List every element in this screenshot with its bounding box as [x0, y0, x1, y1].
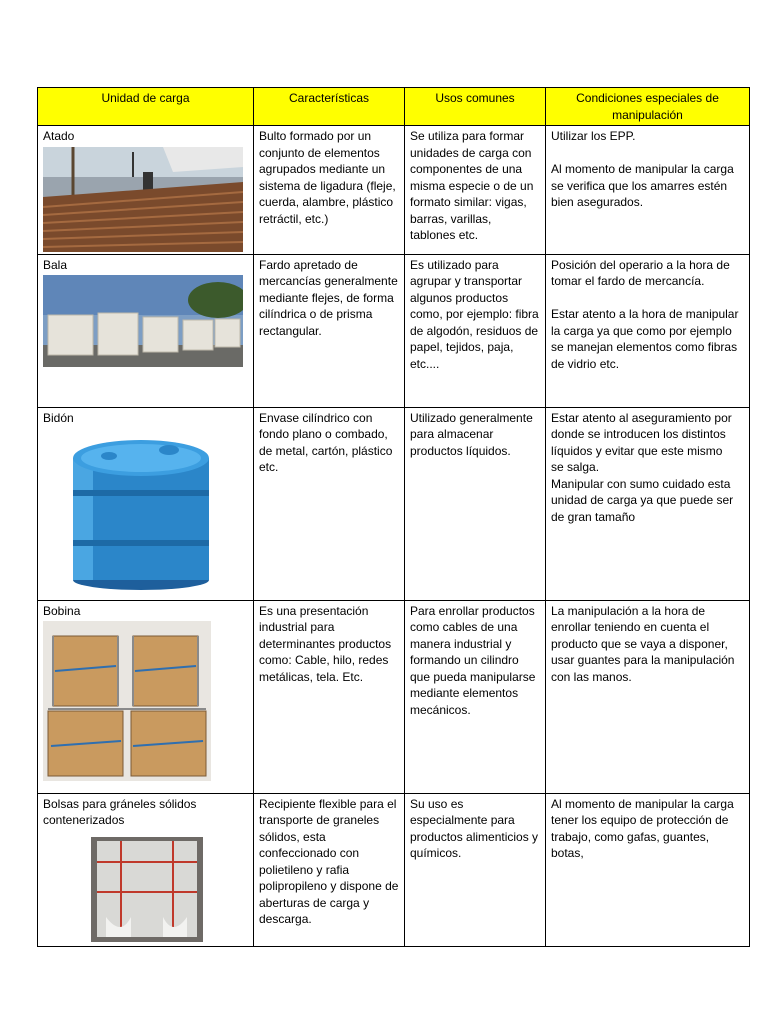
- caracteristicas-text: Fardo apretado de mercancías generalmente mediante flejes, de forma cilíndrica o de prisma rectangular.: [259, 257, 398, 338]
- unit-cell: [38, 407, 254, 600]
- header-unidad: Unidad de carga: [38, 88, 254, 126]
- unit-name: Atado: [43, 129, 75, 143]
- caracteristicas-cell: [254, 126, 405, 255]
- table-row: [38, 254, 750, 407]
- table-header-row: [38, 88, 750, 126]
- condiciones-cell: [546, 793, 750, 946]
- caracteristicas-text: Envase cilíndrico con fondo plano o combado, de metal, cartón, plástico etc.: [259, 410, 393, 474]
- caracteristicas-cell: [254, 407, 405, 600]
- header-usos: Usos comunes: [405, 88, 546, 126]
- cotton-bales-photo: [43, 275, 243, 367]
- caracteristicas-cell: [254, 793, 405, 946]
- caracteristicas-text: Bulto formado por un conjunto de elementos agrupados mediante un sistema de ligadura (fleje, cuerda, alambre, plástico retráctil, etc.): [259, 129, 396, 226]
- condiciones-cell: [546, 600, 750, 793]
- table-row: [38, 407, 750, 600]
- unit-cell: [38, 126, 254, 255]
- unit-name: Bolsas para gráneles sólidos contenerizados: [43, 796, 197, 827]
- condiciones-cell: [546, 407, 750, 600]
- unit-name: Bala: [43, 257, 68, 272]
- usos-cell: [405, 600, 546, 793]
- usos-cell: [405, 407, 546, 600]
- caracteristicas-cell: [254, 600, 405, 793]
- condiciones-cell: [546, 254, 750, 407]
- usos-text: Es utilizado para agrupar y transportar algunos productos como, por ejemplo: fibra de algodón, residuos de papel, tejidos, paja, etc....: [410, 257, 539, 371]
- condiciones-text: Utilizar los EPP. Al momento de manipular la carga se verifica que los amarres estén bien asegurados.: [551, 129, 734, 209]
- unit-cell: [38, 254, 254, 407]
- cargo-units-table: [37, 87, 750, 947]
- bulk-liner-photo: [91, 837, 203, 942]
- condiciones-text: La manipulación a la hora de enrollar teniendo en cuenta el producto que se vaya a disponer, usar guantes para la manipulación con las manos.: [551, 603, 735, 684]
- usos-text: Utilizado generalmente para almacenar productos líquidos.: [410, 410, 533, 458]
- cardboard-reels-photo: [43, 621, 211, 781]
- usos-cell: [405, 793, 546, 946]
- steel-bars-photo: [43, 147, 243, 252]
- table-row: [38, 793, 750, 946]
- usos-text: Para enrollar productos como cables de una manera industrial y formando un cilindro que pueda manipularse mediante elementos mecánicos.: [410, 603, 536, 717]
- unit-cell: [38, 793, 254, 946]
- blue-drum-photo: [51, 428, 251, 593]
- usos-cell: [405, 254, 546, 407]
- condiciones-text: Estar atento al aseguramiento por donde se introducen los distintos líquidos y evitar que este mismo se salga. Manipular con sumo cuidado esta unidad de carga ya que puede ser de gran tamaño: [551, 410, 734, 524]
- usos-text: Se utiliza para formar unidades de carga con componentes de una misma especie o de un formato similar: vigas, barras, varillas, tablones etc.: [410, 129, 534, 242]
- table-row: [38, 600, 750, 793]
- header-caracteristicas: Características: [254, 88, 405, 126]
- unit-cell: [38, 600, 254, 793]
- condiciones-text: Posición del operario a la hora de tomar el fardo de mercancía. Estar atento a la hora de manipular la carga ya que como por ejemplo se manejan elementos como fibras de vidrio etc.: [551, 257, 739, 371]
- unit-name: Bidón: [43, 410, 74, 425]
- usos-text: Su uso es especialmente para productos alimenticios y químicos.: [410, 796, 539, 860]
- condiciones-cell: [546, 126, 750, 255]
- table-row: [38, 126, 750, 255]
- caracteristicas-text: Es una presentación industrial para determinantes productos como: Cable, hilo, redes metálicas, tela. Etc.: [259, 603, 392, 684]
- caracteristicas-cell: [254, 254, 405, 407]
- caracteristicas-text: Recipiente flexible para el transporte de graneles sólidos, esta confeccionado con polietileno y rafia polipropileno y dispone de aberturas de carga y descarga.: [259, 796, 399, 926]
- unit-name: Bobina: [43, 603, 81, 618]
- usos-cell: [405, 126, 546, 255]
- condiciones-text: Al momento de manipular la carga tener los equipo de protección de trabajo, como gafas, guantes, botas,: [551, 796, 734, 860]
- header-condiciones: Condiciones especiales de manipulación: [546, 88, 750, 126]
